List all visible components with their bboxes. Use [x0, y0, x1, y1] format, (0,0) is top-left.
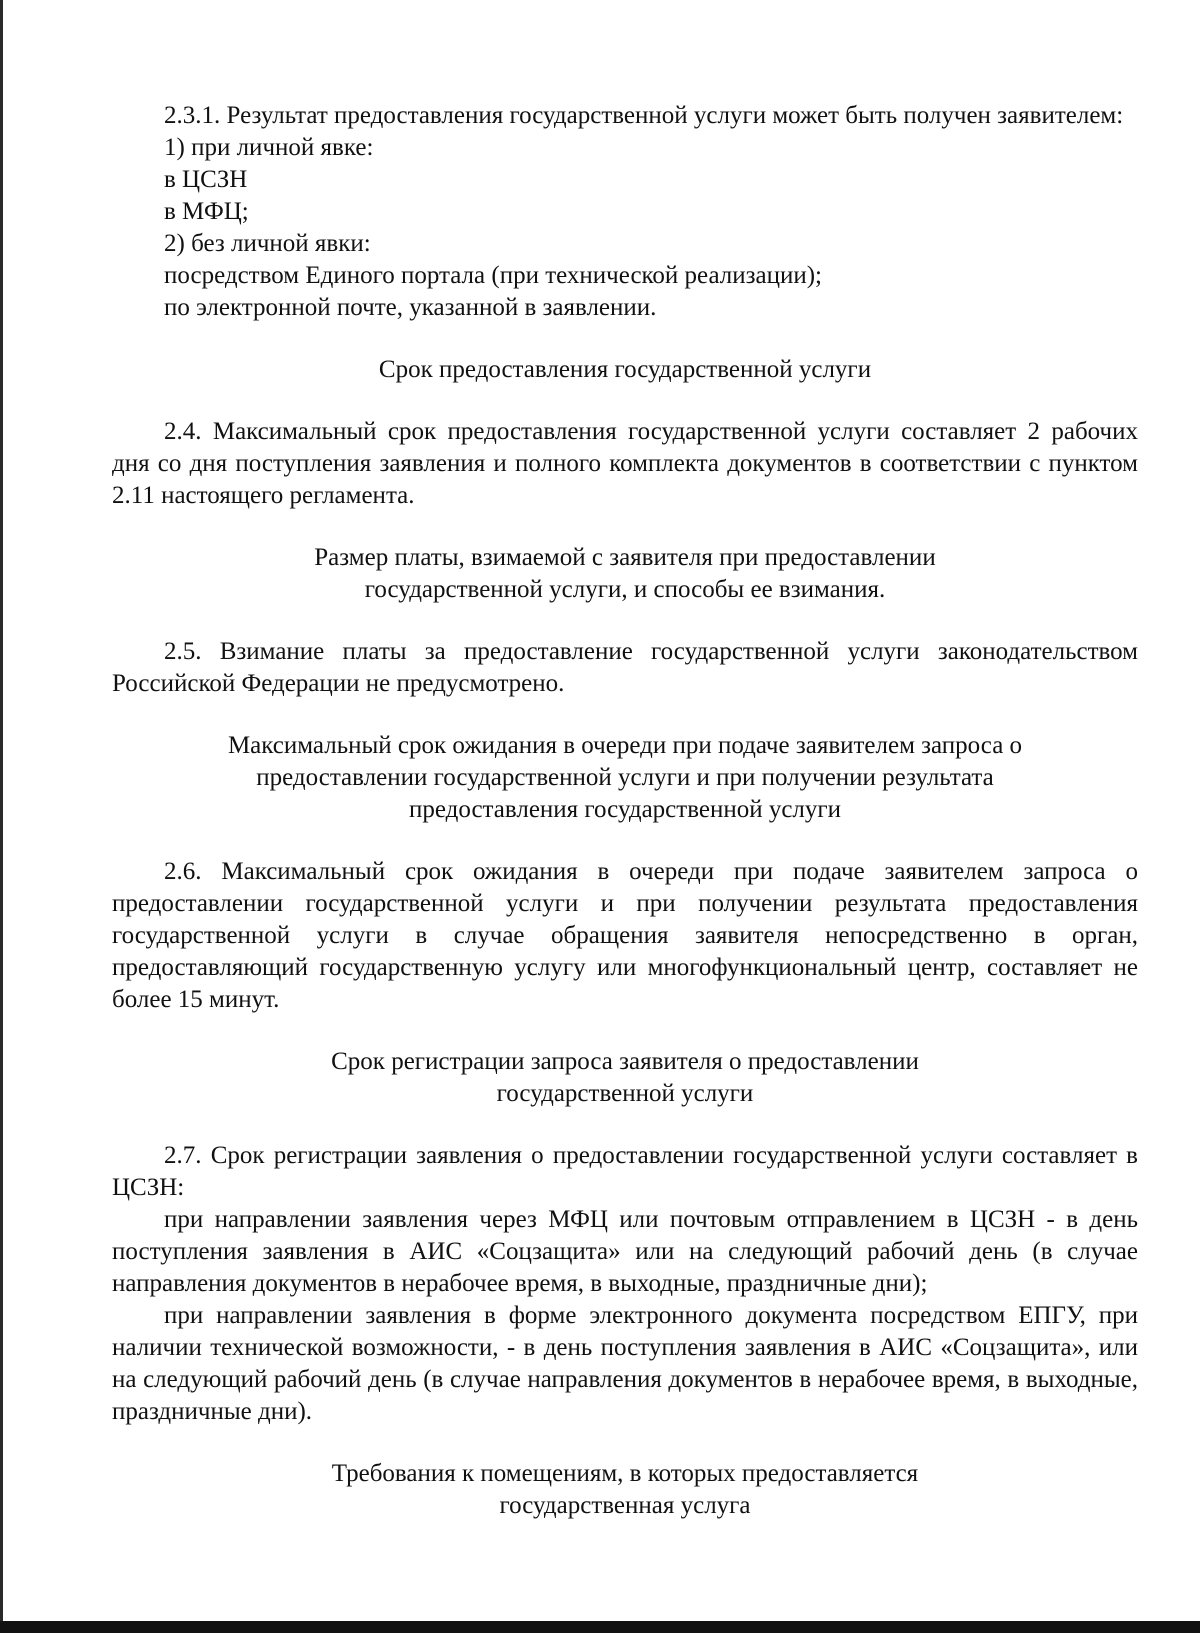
- paragraph-2-7-mfc: при направлении заявления через МФЦ или почтовым отправлением в ЦСЗН - в день поступления заявления в АИС «Соцзащита» или на следующий рабочий день (в случае направления документов в нерабочее время, в выходные, праздничные дни);: [112, 1206, 1138, 1297]
- heading-2-6: [112, 730, 1138, 826]
- list-line: по электронной почте, указанной в заявлении.: [164, 294, 657, 321]
- heading-2-5: [112, 542, 1138, 606]
- document-page: [112, 100, 1138, 1522]
- heading-2-8: [112, 1458, 1138, 1522]
- heading-line: предоставления государственной услуги: [408, 796, 842, 823]
- scan-left-edge: [0, 0, 3, 1633]
- scan-bottom-edge: [0, 1621, 1200, 1633]
- heading-2-7: [112, 1046, 1138, 1110]
- list-line: 1) при личной явке:: [164, 134, 374, 161]
- heading-line: предоставлении государственной услуги и при получении результата: [256, 764, 994, 791]
- paragraph-2-5: 2.5. Взимание платы за предоставление государственной услуги законодательством Российской Федерации не предусмотрено.: [112, 638, 1138, 697]
- paragraph-2-6: 2.6. Максимальный срок ожидания в очереди при подаче заявителем запроса о предоставлении государственной услуги и при получении результата предоставления государственной услуги в случае обращения заявителя непосредственно в орган, предоставляющий государственную услугу или многофункциональный центр, составляет не более 15 минут.: [112, 858, 1138, 1013]
- heading-line: государственная услуга: [499, 1492, 751, 1519]
- heading-line: Срок регистрации запроса заявителя о предоставлении: [331, 1048, 919, 1075]
- list-line: в МФЦ;: [164, 198, 249, 225]
- paragraph-2-7: 2.7. Срок регистрации заявления о предоставлении государственной услуги составляет в ЦСЗН:: [112, 1142, 1138, 1201]
- list-line: в ЦСЗН: [164, 166, 248, 193]
- paragraph-2-4: 2.4. Максимальный срок предоставления государственной услуги составляет 2 рабочих дня со дня поступления заявления и полного комплекта документов в соответствии с пунктом 2.11 настоящего регламента.: [112, 418, 1138, 509]
- list-line: посредством Единого портала (при технической реализации);: [164, 262, 823, 289]
- heading-line: Максимальный срок ожидания в очереди при подаче заявителем запроса о: [227, 732, 1023, 759]
- paragraph-2-3-1: 2.3.1. Результат предоставления государственной услуги может быть получен заявителем:: [164, 102, 1124, 129]
- heading-line: Требования к помещениям, в которых предоставляется: [331, 1460, 919, 1487]
- list-line: 2) без личной явки:: [164, 230, 371, 257]
- section-2-3-1: [112, 100, 1138, 324]
- heading-line: государственной услуги, и способы ее взимания.: [364, 576, 886, 603]
- heading-2-4: Срок предоставления государственной услуги: [378, 356, 872, 383]
- heading-line: Размер платы, взимаемой с заявителя при предоставлении: [314, 544, 936, 571]
- heading-line: государственной услуги: [496, 1080, 754, 1107]
- paragraph-2-7-epgu: при направлении заявления в форме электронного документа посредством ЕПГУ, при наличии технической возможности, - в день поступления заявления в АИС «Соцзащита», или на следующий рабочий день (в случае направления документов в нерабочее время, в выходные, праздничные дни).: [112, 1302, 1138, 1425]
